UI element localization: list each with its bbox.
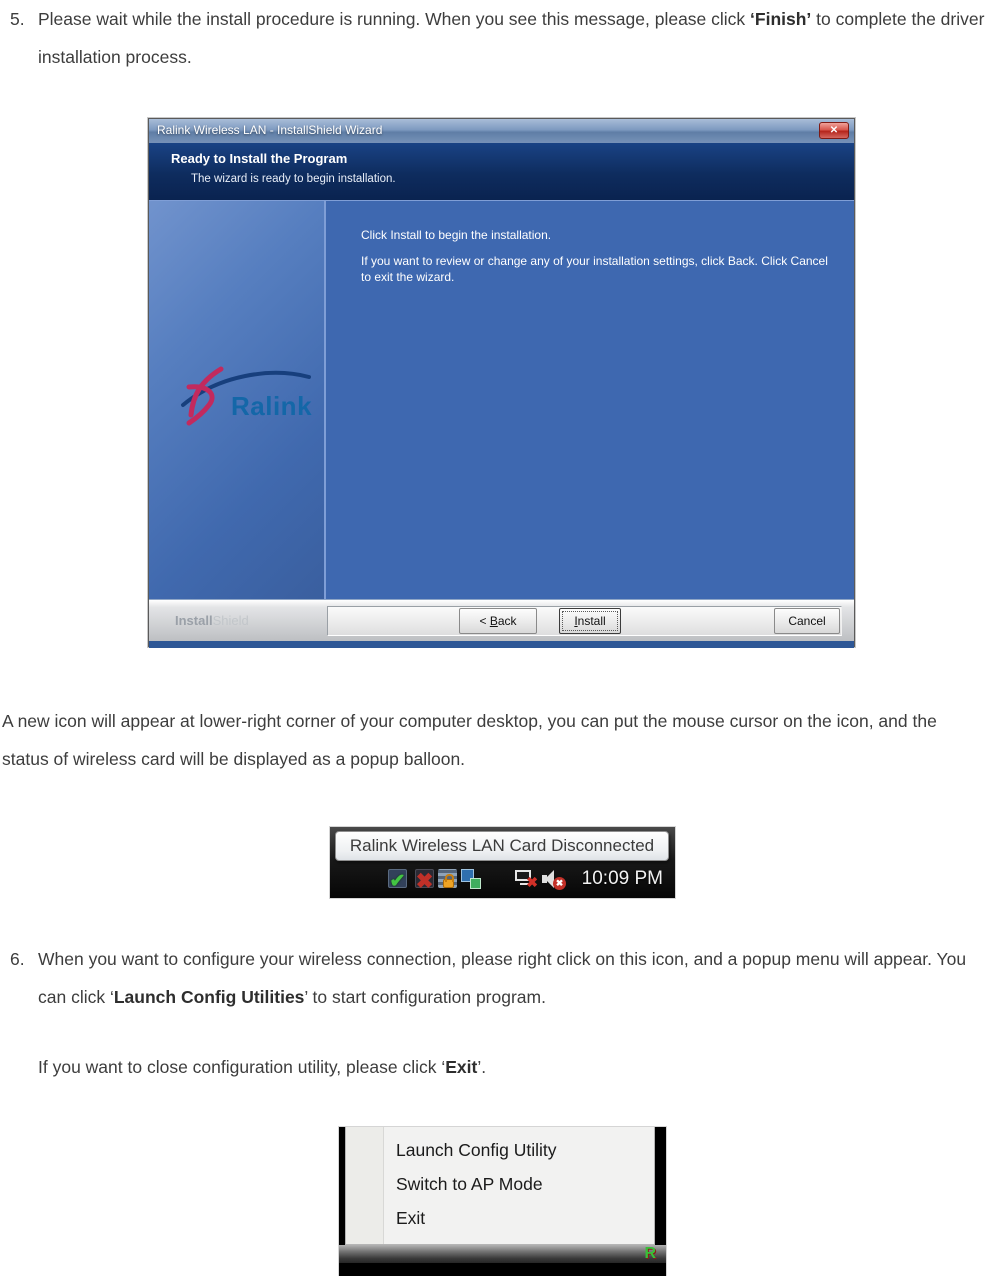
wizard-step-title: Ready to Install the Program <box>171 151 348 166</box>
back-button-rest: ack <box>497 614 517 628</box>
step6-text-part2: ’ to start configuration program. <box>304 987 546 1007</box>
exit-text-part1: If you want to close configuration utility, please click ‘ <box>38 1057 446 1077</box>
paragraph-exit <box>38 1048 938 1086</box>
wizard-instruction-line1: Click Install to begin the installation. <box>361 228 552 242</box>
ralink-disconnected-icon[interactable] <box>413 867 436 893</box>
menu-item-launch-config-utility[interactable]: Launch Config Utility <box>396 1140 557 1160</box>
installshield-wizard-window <box>148 118 855 647</box>
display-icon-square-green <box>470 878 481 889</box>
wizard-instructions <box>361 227 841 285</box>
cancel-button[interactable] <box>774 608 840 634</box>
install-button-rest: nstall <box>577 614 606 628</box>
step6-number: 6. <box>10 949 25 969</box>
ralink-tray-icon[interactable]: R <box>644 1245 656 1262</box>
wizard-instruction-line2: If you want to review or change any of your installation settings, click Back. Click Cancel to exit the wizard. <box>361 254 828 284</box>
menu-item-exit[interactable]: Exit <box>396 1208 426 1228</box>
step5-bold-finish: ‘Finish’ <box>750 9 812 29</box>
system-tray-screenshot <box>330 827 675 898</box>
step6-bold-launch: Launch Config Utilities <box>113 987 305 1007</box>
context-menu-screenshot <box>339 1127 666 1276</box>
wizard-title: Ralink Wireless LAN - InstallShield Wizard <box>157 123 383 137</box>
back-button-accesskey: B <box>489 614 498 628</box>
cancel-button-label: Cancel <box>788 614 826 628</box>
volume-muted-icon[interactable] <box>540 867 563 890</box>
exit-text-part2: ’. <box>477 1057 487 1077</box>
mute-cross-icon: ✖ <box>553 877 566 890</box>
watermark-shield: Shield <box>212 613 249 628</box>
network-disconnected-icon[interactable] <box>513 867 536 890</box>
step5-text <box>38 0 986 76</box>
step6-text <box>38 940 988 1016</box>
back-button-prefix: < <box>479 614 490 628</box>
taskbar-strip <box>339 1245 666 1263</box>
language-lock-icon[interactable] <box>436 867 459 890</box>
clock[interactable]: 10:09 PM <box>581 868 663 889</box>
paragraph-new-icon: A new icon will appear at lower-right corner of your computer desktop, you can put the mouse cursor on the icon, and the status of wireless card will be displayed as a popup balloon. <box>2 711 937 769</box>
menu-item-switch-to-ap-mode[interactable]: Switch to AP Mode <box>396 1174 543 1194</box>
display-icon[interactable] <box>459 867 482 890</box>
close-icon: ✕ <box>829 125 839 136</box>
back-button[interactable] <box>459 608 537 634</box>
red-cross-icon: ✖ <box>415 870 434 893</box>
tray-tooltip: Ralink Wireless LAN Card Disconnected <box>335 831 669 861</box>
wizard-bottom-strip <box>149 641 854 648</box>
watermark-install: Install <box>175 613 213 628</box>
install-button[interactable] <box>559 608 621 634</box>
context-menu <box>345 1127 655 1245</box>
wizard-body <box>149 201 854 599</box>
wizard-header-band <box>149 143 854 201</box>
check-icon: ✔ <box>389 871 406 892</box>
installshield-watermark <box>175 613 249 628</box>
tray-ok-icon[interactable] <box>386 867 409 890</box>
close-button[interactable] <box>819 122 849 139</box>
ralink-logo-text: Ralink <box>231 391 313 421</box>
step6-text-part1: When you want to configure your wireless connection, please right click on this icon, and a popup menu will appear. You can click ‘ <box>38 949 967 1007</box>
wizard-side-panel <box>149 201 326 599</box>
install-button-accesskey: I <box>574 614 578 628</box>
wizard-button-bar <box>149 599 854 641</box>
lock-icon <box>443 879 454 888</box>
exit-bold: Exit <box>445 1057 478 1077</box>
wizard-step-subtitle: The wizard is ready to begin installation. <box>191 173 396 185</box>
ralink-logo <box>179 361 314 431</box>
wizard-title-bar[interactable] <box>149 119 854 143</box>
step5-text-part1: Please wait while the install procedure is running. When you see this message, please click <box>38 9 751 29</box>
step5-text-part2: to complete the driver installation process. <box>38 9 985 67</box>
network-cross-icon: ✖ <box>526 874 538 890</box>
step5-number: 5. <box>10 9 25 29</box>
context-menu-icon-column <box>346 1127 384 1244</box>
